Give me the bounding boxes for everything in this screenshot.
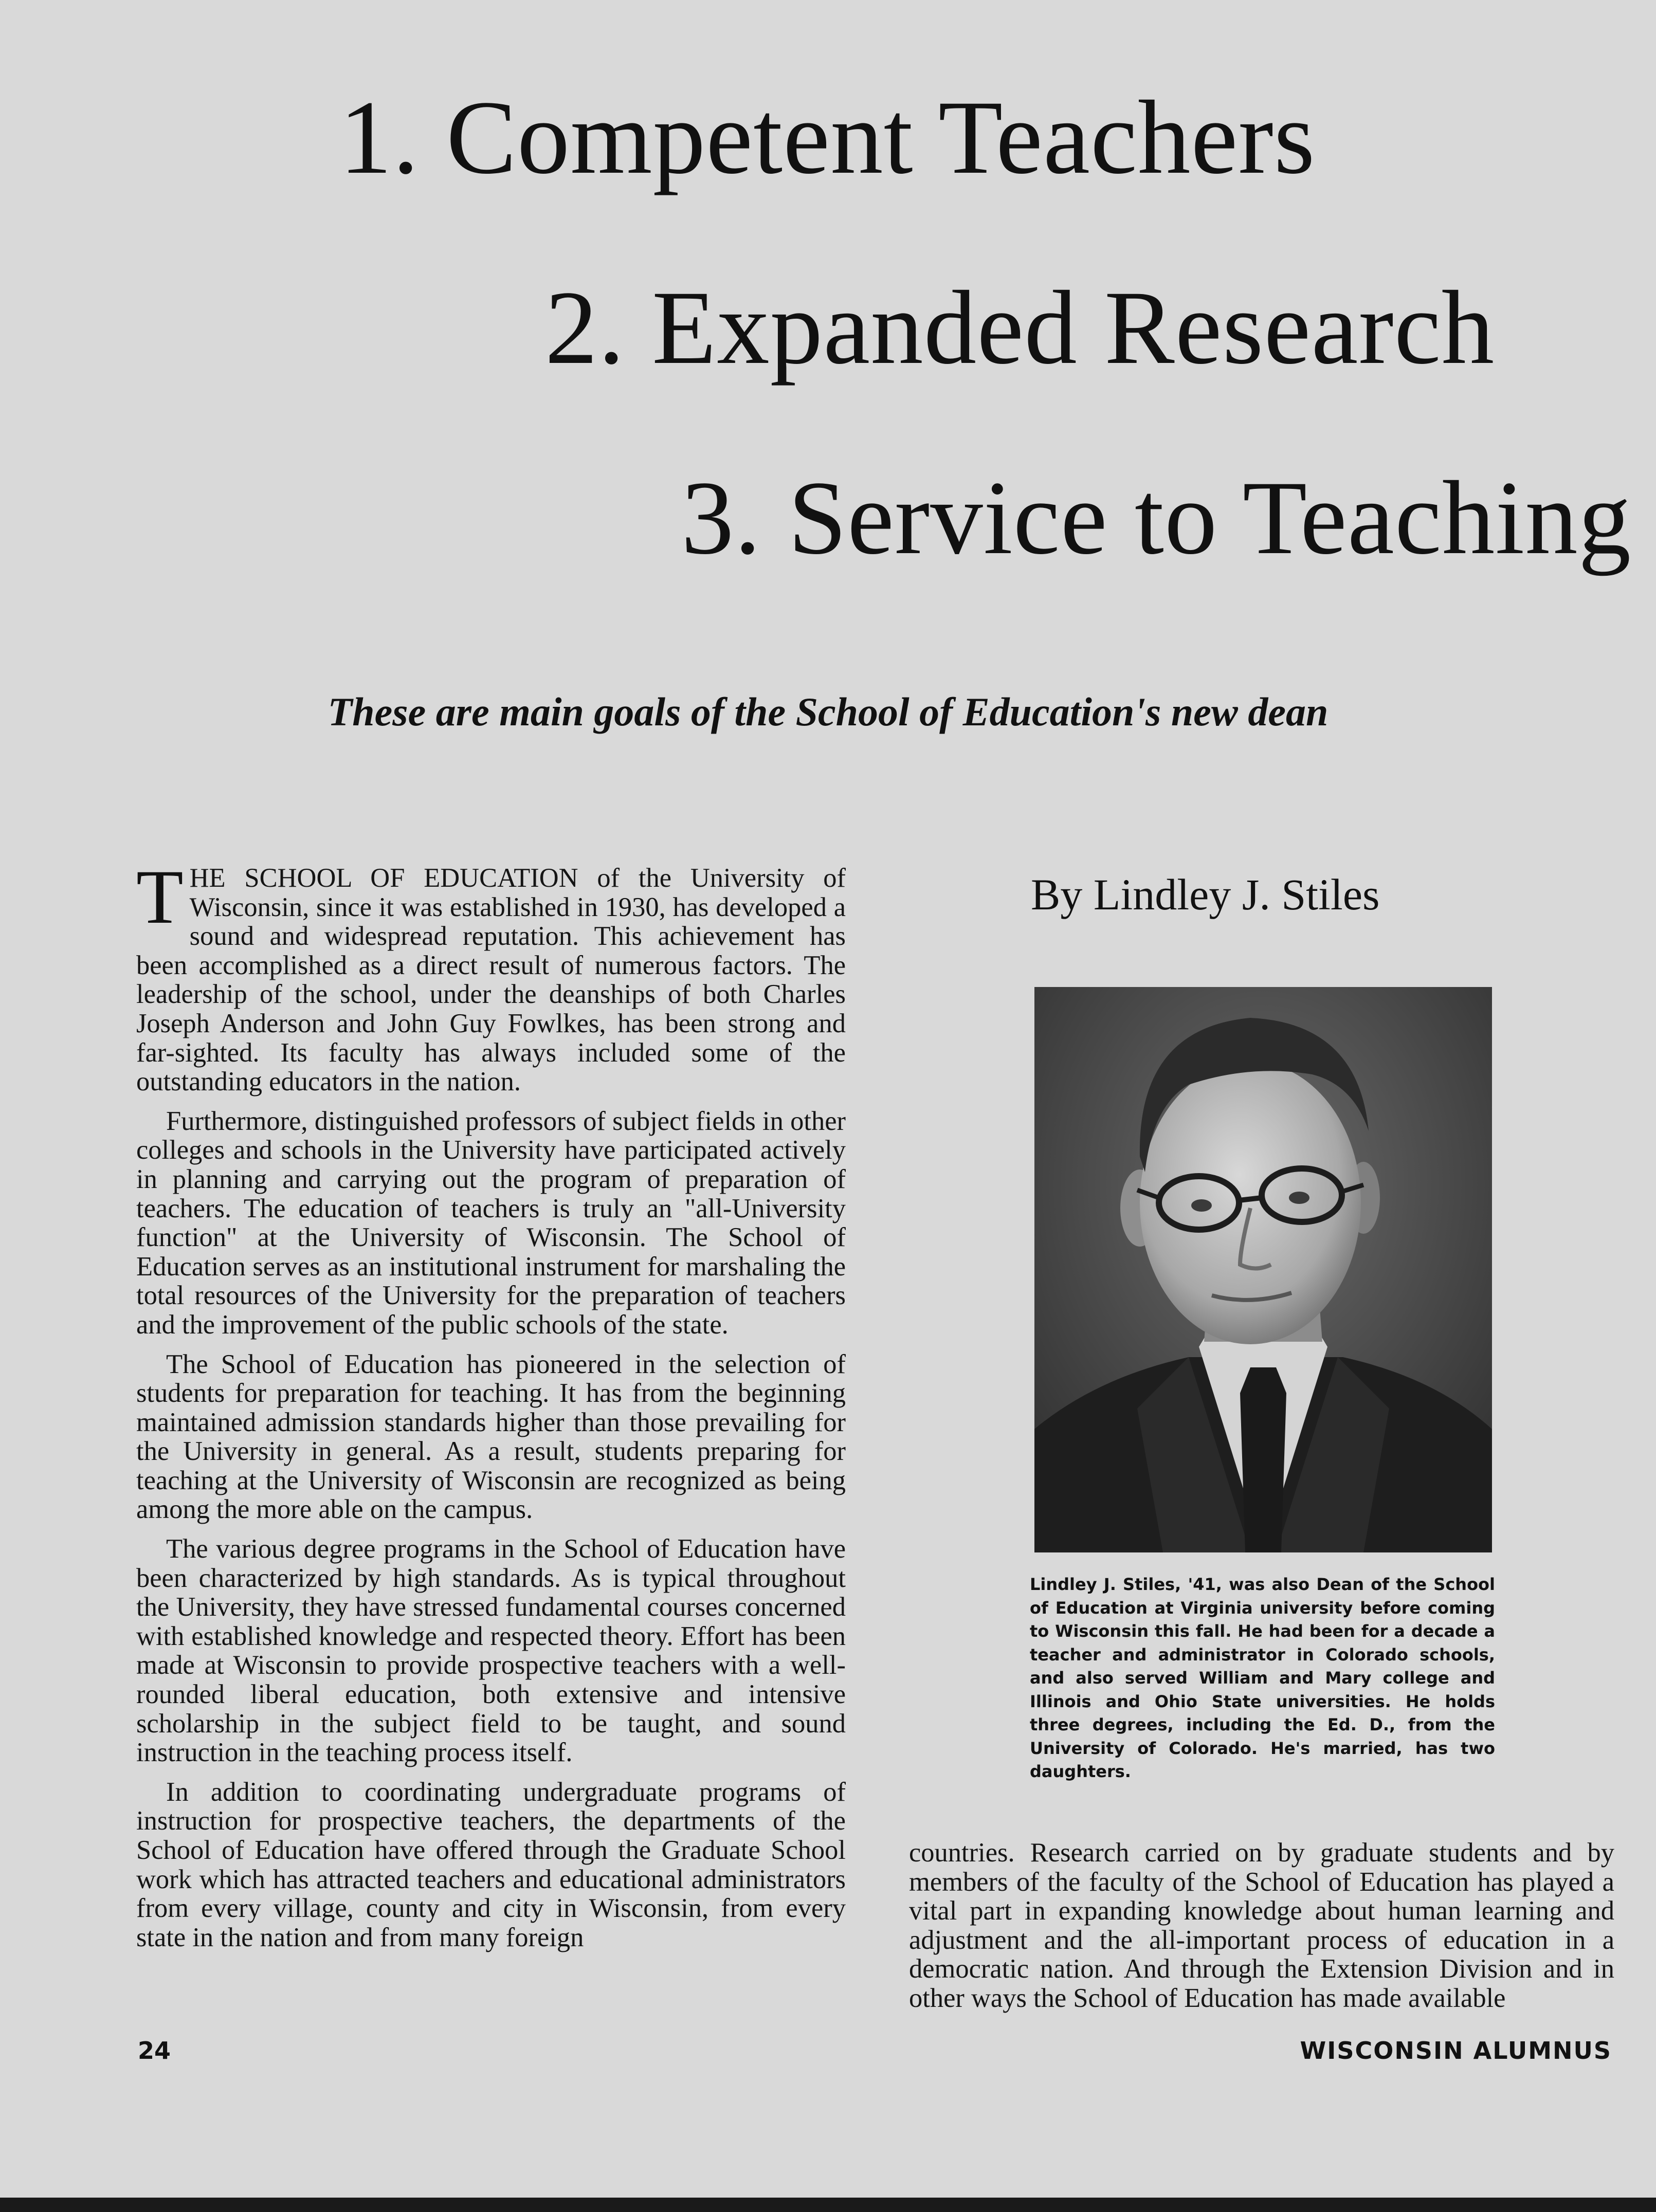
paragraph-text: HE SCHOOL OF EDUCATION of the University of Wisconsin, since it was established in 1930, has developed a sound and widespread reputation. This achievement has been accomplished as a direct result of numerous factors. The leadership of the school, under the deanships of both Charles Joseph Anderson and John Guy Fowlkes, has been strong and far-sighted. Its faculty has always included some of the outstanding educators in the nation. bbox=[136, 863, 846, 1097]
headline-goal-3: 3. Service to Teaching bbox=[681, 460, 1632, 576]
article-paragraph-2: Furthermore, distinguished professors of subject fields in other colleges and schools in the University have participated actively in planning and carrying out the program of preparation of teachers. The education of teachers is truly an "all-University function" at the University of Wisconsin. The School of Education serves as an institutional instrument for marshaling the total resources of the University for the preparation of teachers and the improvement of the public schools of the state. bbox=[136, 1106, 846, 1340]
article-paragraph-4: The various degree programs in the School of Education have been characterized by high standards. As is typical throughout the University, they have stressed fundamental courses concerned with established knowledge and respected theory. Effort has been made at Wisconsin to provide prospective teachers with a well-rounded liberal education, both extensive and intensive scholarship in the subject field to be taught, and sound instruction in the teaching process itself. bbox=[136, 1534, 846, 1768]
article-paragraph-3: The School of Education has pioneered in the selection of students for preparation for teaching. It has from the beginning maintained admission standards higher than those prevailing for the University in general. As a result, students preparing for teaching at the University of Wisconsin are recognized as being among the more able on the campus. bbox=[136, 1349, 846, 1525]
photo-caption: Lindley J. Stiles, '41, was also Dean of the School of Education at Virginia university before coming to Wisconsin this fall. He had been for a decade a teacher and administrator in Colorado schools, and also served William and Mary college and Illinois and Ohio State universities. He holds three degrees, including the Ed. D., from the University of Colorado. He's married, has two daughters. bbox=[1030, 1575, 1495, 1781]
article-paragraph-5: In addition to coordinating undergraduate programs of instruction for prospective teachers, the departments of the School of Education have offered through the Graduate School work which has attracted teachers and educational administrators from every village, county and city in Wisconsin, from every state in the nation and from many foreign bbox=[136, 1777, 846, 1952]
article-left-column bbox=[136, 854, 846, 1962]
article-right-column bbox=[909, 1838, 1614, 2023]
drop-cap: T bbox=[136, 854, 184, 940]
article-paragraph-1 bbox=[136, 854, 846, 1097]
page-number: 24 bbox=[138, 2037, 171, 2064]
article-continuation: countries. Research carried on by graduate students and by members of the faculty of the School of Education has played a vital part in expanding knowledge about human learning and adjustment and the all-important process of education in a democratic nation. And through the Extension Division and in other ways the School of Education has made available bbox=[909, 1838, 1614, 2013]
byline: By Lindley J. Stiles bbox=[1031, 870, 1380, 919]
magazine-name: WISCONSIN ALUMNUS bbox=[1300, 2037, 1612, 2064]
headline-goal-1: 1. Competent Teachers bbox=[339, 79, 1316, 196]
subhead: These are main goals of the School of Education's new dean bbox=[327, 689, 1329, 734]
headline-goal-2: 2. Expanded Research bbox=[545, 269, 1495, 386]
author-portrait-photo bbox=[1034, 987, 1492, 1552]
